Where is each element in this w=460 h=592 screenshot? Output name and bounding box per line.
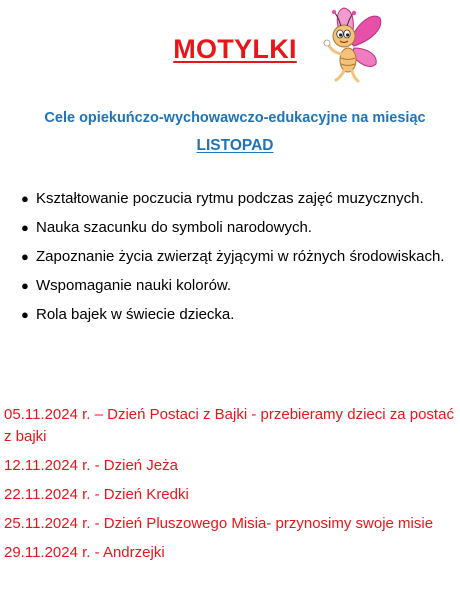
event-item: 12.11.2024 r. - Dzień Jeża [4,457,178,474]
goal-text: Nauka szacunku do symboli narodowych. [36,219,312,236]
event-item: 25.11.2024 r. - Dzień Pluszowego Misia- przynosimy swoje misie [4,515,434,532]
bullet-icon: ● [21,249,29,264]
bullet-icon: ● [21,278,29,293]
events-list [4,404,456,571]
month-heading: LISTOPAD [196,137,274,154]
event-item: 22.11.2024 r. - Dzień Kredki [4,486,189,503]
goals-subtitle: Cele opiekuńczo-wychowawczo-edukacyjne na miesiąc [44,110,426,126]
bullet-icon: ● [21,307,29,322]
goal-item [21,217,460,239]
goal-item [21,246,460,268]
event-item: 05.11.2024 r. – Dzień Postaci z Bajki - przebieramy dzieci za postać z bajki [4,406,454,445]
goal-text: Wspomaganie nauki kolorów. [36,277,232,294]
goal-item [21,275,460,297]
butterfly-mascot-icon [314,2,382,84]
bullet-icon: ● [21,191,29,206]
goal-text: Rola bajek w świecie dziecka. [36,306,235,323]
goal-text: Kształtowanie poczucia rytmu podczas zajęć muzycznych. [36,190,424,207]
bullet-icon: ● [21,220,29,235]
goal-item [21,188,460,210]
goals-list [21,188,460,333]
goal-item [21,304,460,326]
goal-text: Zapoznanie życia zwierząt żyjącymi w różnych środowiskach. [36,248,445,265]
page-title: MOTYLKI [173,34,297,64]
event-item: 29.11.2024 r. - Andrzejki [4,544,165,561]
